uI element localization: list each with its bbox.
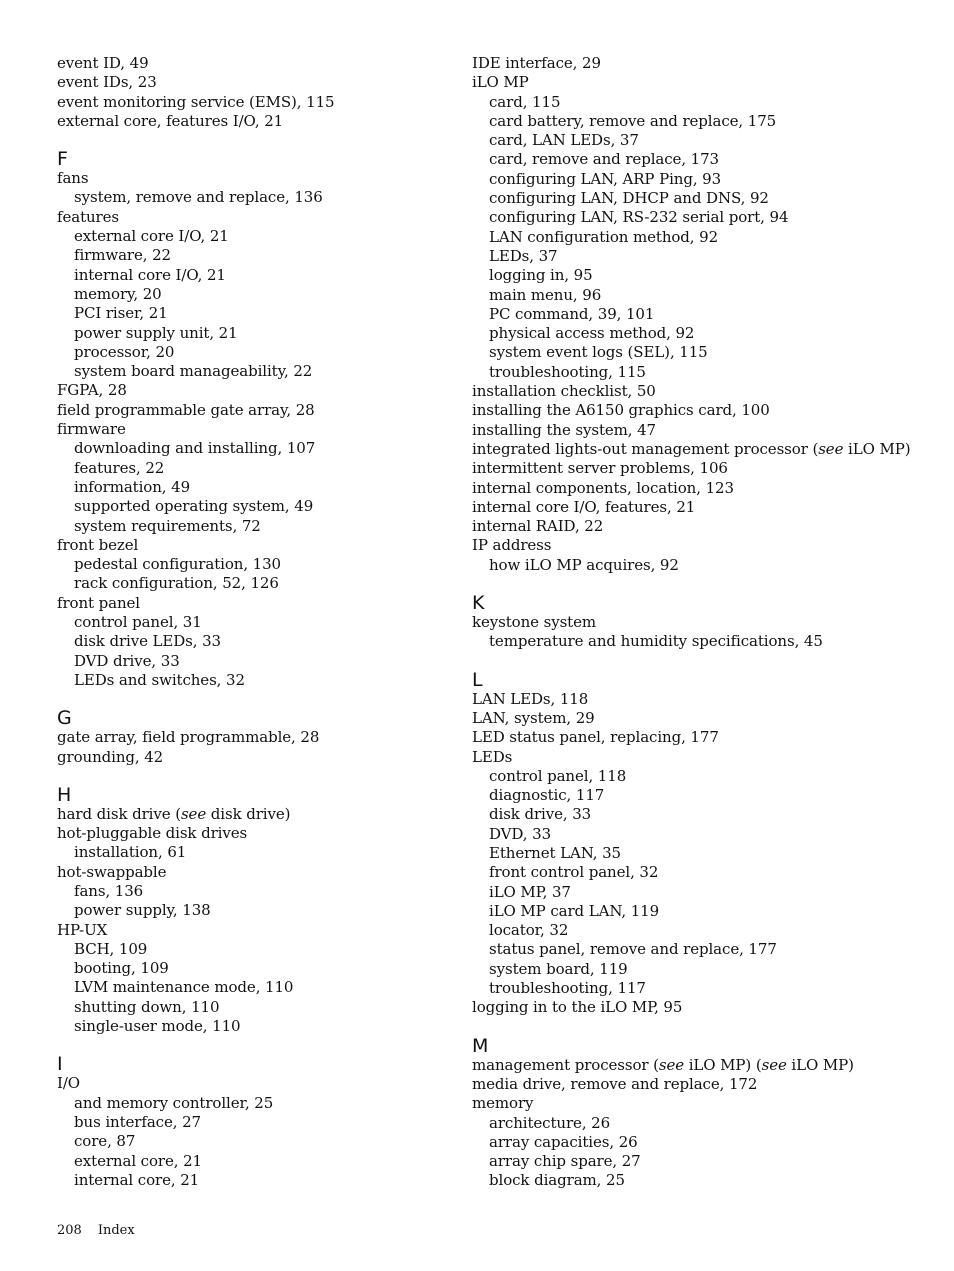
index-subentry: supported operating system, 49 <box>74 497 314 516</box>
index-subentry: configuring LAN, ARP Ping, 93 <box>489 169 722 188</box>
index-subentry: iLO MP, 37 <box>489 882 571 901</box>
index-subentry: LEDs and switches, 32 <box>74 670 245 689</box>
index-entry: LAN LEDs, 118 <box>472 689 589 708</box>
index-entry: I/O <box>57 1074 80 1093</box>
index-letter-heading: K <box>472 592 485 615</box>
see-reference: see <box>658 1055 685 1074</box>
index-subentry: configuring LAN, DHCP and DNS, 92 <box>489 189 769 208</box>
index-subentry: card, 115 <box>489 92 561 111</box>
index-subentry: logging in, 95 <box>489 266 593 285</box>
index-entry: field programmable gate array, 28 <box>57 400 315 419</box>
index-subentry: Ethernet LAN, 35 <box>489 843 622 862</box>
index-subentry: core, 87 <box>74 1132 136 1151</box>
index-subentry: control panel, 31 <box>74 613 202 632</box>
index-subentry: features, 22 <box>74 458 165 477</box>
index-entry: LED status panel, replacing, 177 <box>472 728 719 747</box>
entry-text-part: iLO MP) <box>843 439 911 458</box>
index-entry: gate array, field programmable, 28 <box>57 728 320 747</box>
index-entry <box>472 440 942 459</box>
entry-text-part: integrated lights-out management processor ( <box>472 439 819 458</box>
index-subentry: disk drive, 33 <box>489 805 592 824</box>
index-entry: hot-swappable <box>57 862 167 881</box>
index-entry <box>472 1056 942 1075</box>
index-subentry: LEDs, 37 <box>489 246 558 265</box>
index-entry: intermittent server problems, 106 <box>472 459 728 478</box>
index-subentry: configuring LAN, RS-232 serial port, 94 <box>489 208 789 227</box>
footer-section-label: Index <box>97 1223 135 1238</box>
index-letter-heading: I <box>57 1053 63 1076</box>
index-subentry: block diagram, 25 <box>489 1171 625 1190</box>
index-subentry: power supply, 138 <box>74 901 211 920</box>
index-letter-heading: F <box>57 148 68 171</box>
index-subentry: main menu, 96 <box>489 285 602 304</box>
index-letter-heading: M <box>472 1034 489 1057</box>
index-subentry: pedestal configuration, 130 <box>74 555 281 574</box>
index-subentry: card, remove and replace, 173 <box>489 150 719 169</box>
index-subentry: troubleshooting, 117 <box>489 979 646 998</box>
index-subentry: card, LAN LEDs, 37 <box>489 131 639 150</box>
index-subentry: status panel, remove and replace, 177 <box>489 940 777 959</box>
index-entry <box>57 805 427 824</box>
index-subentry: memory, 20 <box>74 284 162 303</box>
index-entry: external core, features I/O, 21 <box>57 111 284 130</box>
entry-text-part: management processor ( <box>472 1055 659 1074</box>
index-entry: iLO MP <box>472 73 529 92</box>
index-subentry: DVD drive, 33 <box>74 651 180 670</box>
index-subentry: external core I/O, 21 <box>74 227 229 246</box>
index-entry: LAN, system, 29 <box>472 708 595 727</box>
index-subentry: fans, 136 <box>74 881 144 900</box>
index-subentry: front control panel, 32 <box>489 863 659 882</box>
index-subentry: internal core, 21 <box>74 1170 200 1189</box>
index-subentry: DVD, 33 <box>489 824 552 843</box>
index-subentry: internal core I/O, 21 <box>74 265 226 284</box>
index-subentry: card battery, remove and replace, 175 <box>489 111 777 130</box>
index-subentry: installation, 61 <box>74 843 187 862</box>
index-entry: FGPA, 28 <box>57 381 127 400</box>
index-subentry: system board, 119 <box>489 959 628 978</box>
page-footer <box>57 1222 151 1240</box>
index-entry: event ID, 49 <box>57 54 149 72</box>
entry-text-part: disk drive) <box>206 804 291 823</box>
index-letter-heading: L <box>472 668 483 691</box>
index-subentry: information, 49 <box>74 477 191 496</box>
index-entry: front panel <box>57 593 140 612</box>
index-subentry: booting, 109 <box>74 959 169 978</box>
index-subentry: rack configuration, 52, 126 <box>74 574 279 593</box>
index-entry: features <box>57 207 120 226</box>
index-subentry: array chip spare, 27 <box>489 1152 641 1171</box>
index-entry: installation checklist, 50 <box>472 382 656 401</box>
index-subentry: how iLO MP acquires, 92 <box>489 555 679 574</box>
index-entry: installing the A6150 graphics card, 100 <box>472 401 770 420</box>
index-entry: HP-UX <box>57 920 108 939</box>
index-subentry: disk drive LEDs, 33 <box>74 632 222 651</box>
index-entry: internal core I/O, features, 21 <box>472 497 696 516</box>
index-entry: LEDs <box>472 747 513 766</box>
entry-text-part: iLO MP) <box>786 1055 854 1074</box>
index-subentry: downloading and installing, 107 <box>74 439 316 458</box>
index-entry: hot-pluggable disk drives <box>57 824 248 843</box>
index-subentry: locator, 32 <box>489 921 569 940</box>
see-reference: see <box>761 1055 787 1074</box>
index-subentry: power supply unit, 21 <box>74 323 238 342</box>
index-entry: fans <box>57 169 89 188</box>
index-entry: installing the system, 47 <box>472 420 657 439</box>
index-subentry: bus interface, 27 <box>74 1112 201 1131</box>
index-entry: grounding, 42 <box>57 747 164 766</box>
index-right-column <box>472 54 942 1191</box>
index-subentry: LVM maintenance mode, 110 <box>74 978 294 997</box>
index-entry: internal RAID, 22 <box>472 517 604 536</box>
index-entry: IP address <box>472 536 552 555</box>
index-subentry: PCI riser, 21 <box>74 304 168 323</box>
index-entry: keystone system <box>472 613 597 632</box>
index-entry: media drive, remove and replace, 172 <box>472 1074 758 1093</box>
index-subentry: system event logs (SEL), 115 <box>489 343 708 362</box>
index-left-column <box>57 54 427 1190</box>
index-subentry: single-user mode, 110 <box>74 1017 241 1036</box>
index-letter-heading: H <box>57 783 72 806</box>
index-subentry: temperature and humidity specifications, 45 <box>489 632 823 651</box>
see-reference: see <box>818 439 844 458</box>
index-subentry: firmware, 22 <box>74 246 171 265</box>
index-entry: firmware <box>57 420 126 439</box>
index-subentry: PC command, 39, 101 <box>489 304 655 323</box>
index-entry: event monitoring service (EMS), 115 <box>57 92 335 111</box>
index-subentry: troubleshooting, 115 <box>489 362 646 381</box>
page-number: 208 <box>57 1223 82 1238</box>
index-subentry: diagnostic, 117 <box>489 786 605 805</box>
see-reference: see <box>180 804 207 823</box>
index-entry: logging in to the iLO MP, 95 <box>472 998 683 1017</box>
index-subentry: and memory controller, 25 <box>74 1093 274 1112</box>
index-subentry: physical access method, 92 <box>489 324 695 343</box>
entry-text-part: hard disk drive ( <box>57 804 181 823</box>
index-subentry: control panel, 118 <box>489 766 627 785</box>
index-subentry: LAN configuration method, 92 <box>489 227 719 246</box>
index-subentry: shutting down, 110 <box>74 997 220 1016</box>
index-entry: front bezel <box>57 535 139 554</box>
index-entry: memory <box>472 1094 534 1113</box>
index-subentry: system requirements, 72 <box>74 516 261 535</box>
index-subentry: array capacities, 26 <box>489 1132 638 1151</box>
index-subentry: BCH, 109 <box>74 939 148 958</box>
index-subentry: system board manageability, 22 <box>74 362 313 381</box>
index-entry: internal components, location, 123 <box>472 478 734 497</box>
index-letter-heading: G <box>57 707 72 730</box>
index-subentry: iLO MP card LAN, 119 <box>489 901 660 920</box>
index-entry: IDE interface, 29 <box>472 54 601 72</box>
index-subentry: architecture, 26 <box>489 1113 611 1132</box>
index-subentry: external core, 21 <box>74 1151 202 1170</box>
index-subentry: system, remove and replace, 136 <box>74 188 323 207</box>
index-entry: event IDs, 23 <box>57 73 157 92</box>
entry-text-part: iLO MP) ( <box>684 1055 762 1074</box>
index-subentry: processor, 20 <box>74 342 175 361</box>
